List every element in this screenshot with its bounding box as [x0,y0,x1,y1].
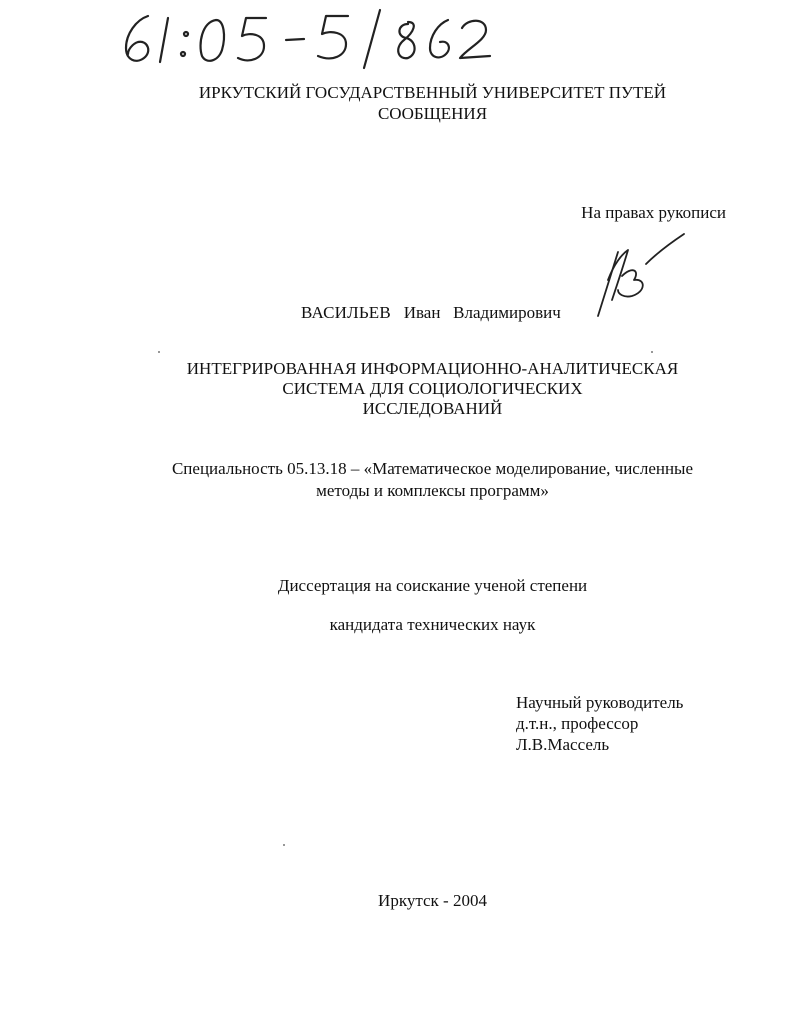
supervisor-rank: д.т.н., профессор [516,714,639,733]
title-line-2: СИСТЕМА ДЛЯ СОЦИОЛОГИЧЕСКИХ [282,379,583,398]
title-line-1: ИНТЕГРИРОВАННАЯ ИНФОРМАЦИОННО-АНАЛИТИЧЕСКАЯ [186,359,679,378]
archive-code-text [118,4,498,70]
scan-speck [283,844,285,846]
scan-speck [158,351,160,353]
city-year: Иркутск - 2004 [378,891,487,910]
supervisor-block [516,692,776,755]
specialty-line-2: методы и комплексы программ» [316,481,549,500]
specialty [150,458,715,502]
specialty-line-1: Специальность 05.13.18 – «Математическое моделирование, численные [171,459,694,478]
supervisor-name: Л.В.Массель [516,735,610,754]
manuscript-note: На правах рукописи [581,203,726,222]
dissertation-title [150,359,715,419]
author-first-name: Иван [403,303,441,322]
dissertation-statement: Диссертация на соискание ученой степени [277,576,588,595]
author-surname: ВАСИЛЬЕВ [301,303,391,322]
degree-line: кандидата технических наук [329,615,536,634]
scan-speck [651,351,653,353]
university-name: ИРКУТСКИЙ ГОСУДАРСТВЕННЫЙ УНИВЕРСИТЕТ ПУТЕЙ СООБЩЕНИЯ [198,83,667,123]
handwritten-signature [588,230,688,322]
author-patronymic: Владимирович [453,303,561,322]
handwritten-archive-code [118,4,498,70]
title-line-3: ИССЛЕДОВАНИЙ [362,399,503,418]
supervisor-role: Научный руководитель [516,693,684,712]
author-name [301,302,581,323]
